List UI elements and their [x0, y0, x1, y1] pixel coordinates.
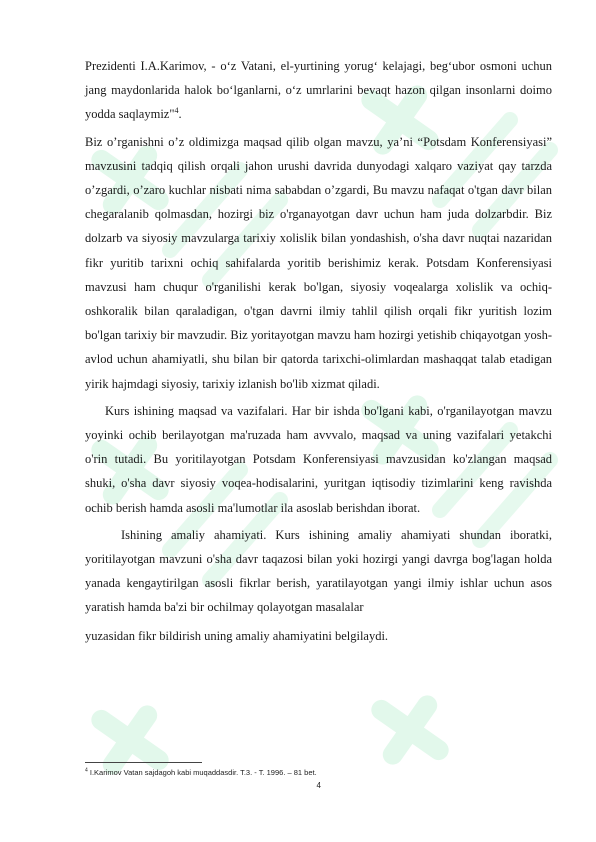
paragraph-3: Kurs ishining maqsad va vazifalari. Har bir ishda bo'lgani kabi, o'rganilayotgan mavzu yoyinki ochib berilayotgan ma'ruzada ham avvvalo, maqsad va uning vazifalari yetakchi o'rin tutadi. Bu yoritilayotgan Potsdam Konferensiyasi mavzusidan ko'zlangan maqsad shuki, o'sha davr siyosiy voqea-hodisalarini, yuritgan iqtisodiy tizimlarini keng ravishda ochib berish hamda asosli ma'lumotlar ila asoslab berishdan iborat.: [85, 403, 552, 515]
paragraph-1: Prezidenti I.A.Karimov, - o‘z Vatani, el-yurtining yorug‘ kelajagi, beg‘ubor osmoni uchun jang maydonlarida halok bo‘lganlarni, o‘z umrlarini bevaqt hazon qilgan insonlarni doimo yodda saqlaymiz"$^4$.: [85, 59, 552, 122]
footnote-ref: 4: [85, 767, 88, 774]
footnote: [85, 768, 552, 778]
body-text: [85, 54, 552, 648]
footnote-divider: [85, 762, 202, 763]
footnote-marker[interactable]: 4: [174, 106, 179, 116]
paragraph-4: Ishining amaliy ahamiyati. Kurs ishining amaliy ahamiyati shundan iboratki, yoritilayotgan mavzuni o'sha davr taqazosi bilan yoki hozirgi yangi davrga bog'lagan holda yanada kengaytirilgan asosli fikrlar berish, yaratilayotgan yangi ilmiy ishlar uchun asos yaratish hamda ba'zi bir ochilmay qolayotgan masalalar: [85, 527, 552, 615]
paragraph-2: Biz o’rganishni o’z oldimizga maqsad qilib olgan mavzu, ya’ni “Potsdam Konferensiyasi” mavzusini tadqiq qilish orqali jahon urushi davrida dunyodagi xalqaro vaziyat qay tarzda o’zgardi, o’zaro kuchlar nisbati nima sababdan o’zgardi, Bu mavzu nafaqat o'tgan davr bilan chegaralanib qolmasdan, hozirgi biz o'rganayotgan davr uchun ham juda dolzarbdir. Biz dolzarb va siyosiy mavzularga tarixiy xolislik bilan yondashish, o'sha davr nuqtai nazaridan fikr yuritib tarixni ochiq sahifalarda yoritib berishimiz kerak. Potsdam Konferensiyasi mavzusi ham chuqur o'rganilishi kerak bo'lgan, siyosiy voqealarga xolislik va ochiq-oshkoralik bilan qaraladigan, o'tgan davrni ilmiy tahlil qilish orqali fikr yuritish lozim bo'lgan tarixiy bir mavzudir. Biz yoritayotgan mavzu ham hozirgi yetishib chiqayotgan yosh-avlod uchun ahamiyatli, shu bilan bir qatorda tarixchi-olimlardan mashaqqat talab etadigan yirik hajmdagi siyosiy, tarixiy izlanish bo'lib xizmat qiladi.: [85, 134, 552, 391]
paragraph-5: yuzasidan fikr bildirish uning amaliy ahamiyatini belgilaydi.: [85, 628, 389, 643]
footnote-text: I.Karimov Vatan sajdagoh kabi muqaddasdir. T.3. - T. 1996. – 81 bet.: [87, 768, 317, 777]
page-number: 4: [316, 781, 321, 790]
